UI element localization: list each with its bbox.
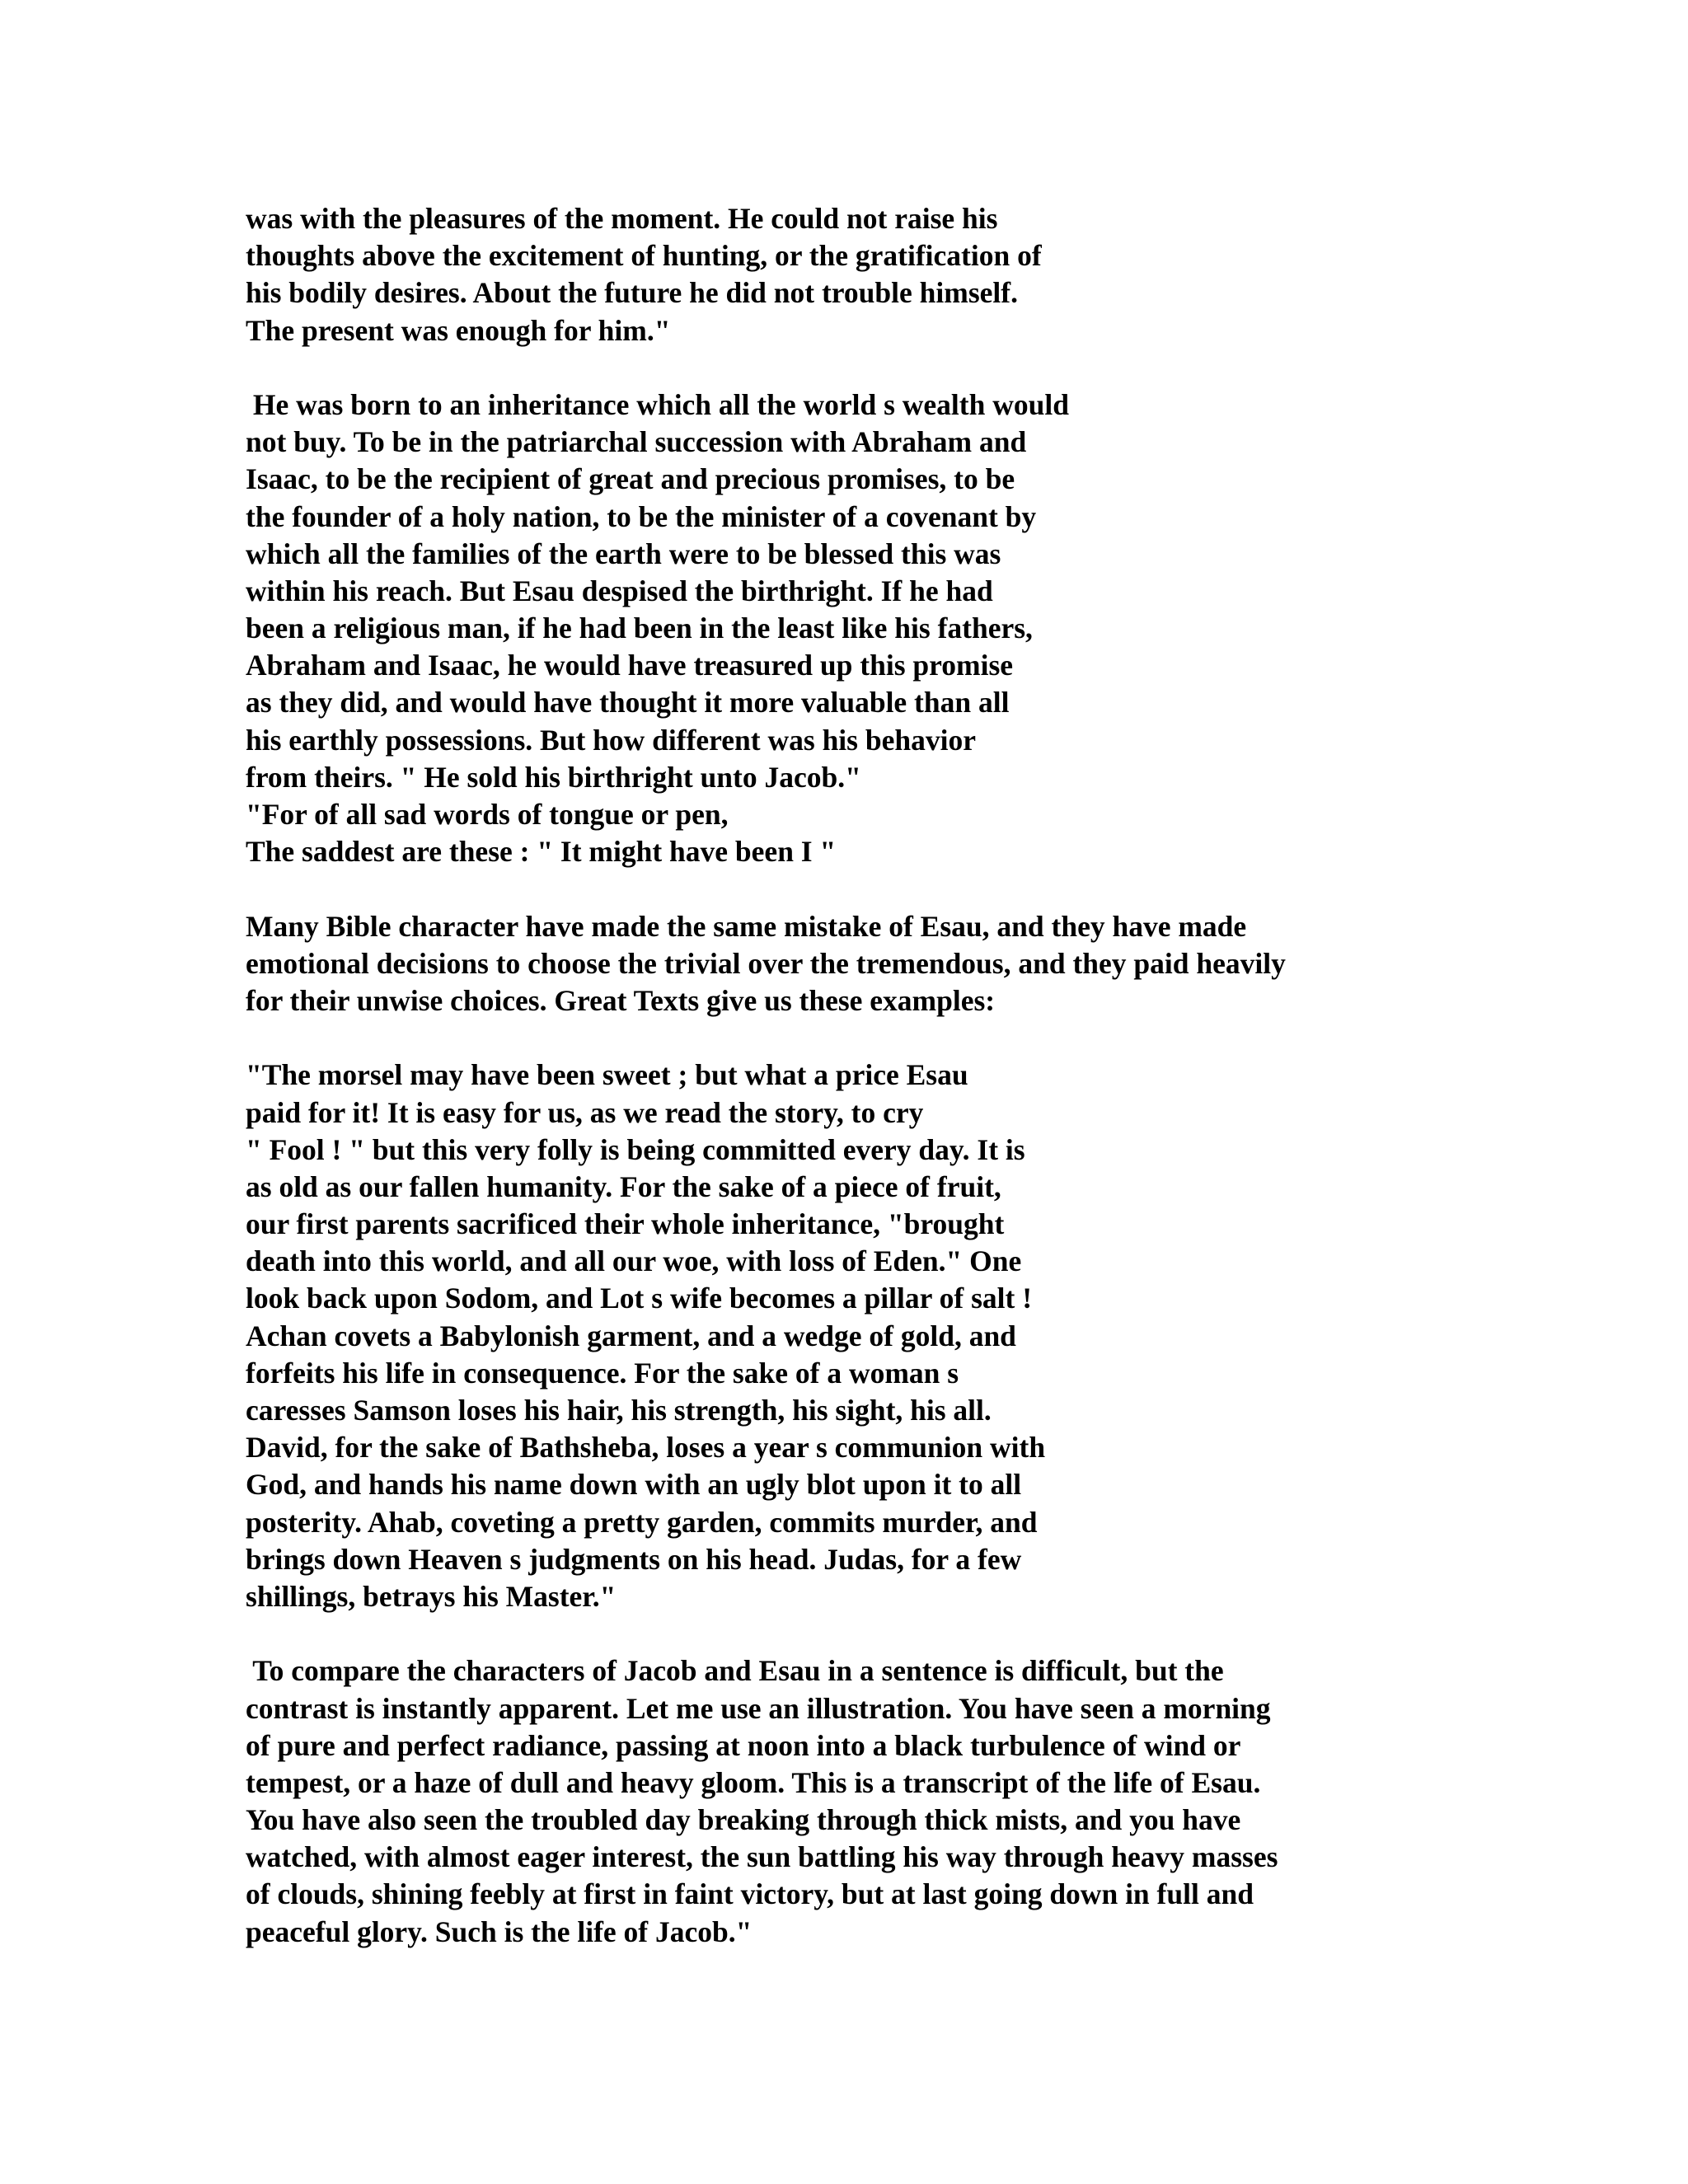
text-line: paid for it! It is easy for us, as we read the story, to cry: [246, 1095, 924, 1129]
text-line: David, for the sake of Bathsheba, loses a year s communion with: [246, 1431, 1046, 1465]
text-line: for their unwise choices. Great Texts give us these examples:: [246, 983, 996, 1017]
paragraph-gap: [246, 870, 1663, 907]
text-line: He was born to an inheritance which all the world s wealth would: [246, 387, 1069, 421]
text-line: forfeits his life in consequence. For the sake of a woman s: [246, 1356, 959, 1390]
text-line: Many Bible character have made the same mistake of Esau, and they have made: [246, 909, 1247, 943]
text-line: "For of all sad words of tongue or pen,: [246, 798, 729, 831]
text-line: emotional decisions to choose the trivial over the tremendous, and they paid heavily: [246, 946, 1286, 980]
text-line: look back upon Sodom, and Lot s wife becomes a pillar of salt !: [246, 1282, 1033, 1315]
text-line: Achan covets a Babylonish garment, and a wedge of gold, and: [246, 1319, 1016, 1352]
text-line: his bodily desires. About the future he did not trouble himself.: [246, 276, 1018, 310]
paragraph-esau-pleasures: [246, 200, 1663, 349]
text-line: which all the families of the earth were to be blessed this was: [246, 537, 1001, 570]
text-line: peaceful glory. Such is the life of Jacob.": [246, 1915, 753, 1948]
text-line: watched, with almost eager interest, the sun battling his way through heavy masses: [246, 1840, 1278, 1874]
text-line: Isaac, to be the recipient of great and precious promises, to be: [246, 462, 1015, 496]
paragraph-gap: [246, 349, 1663, 387]
text-line: contrast is instantly apparent. Let me use an illustration. You have seen a morning: [246, 1691, 1271, 1725]
paragraph-jacob-esau-compare: [246, 1652, 1663, 1951]
text-line: shillings, betrays his Master.": [246, 1579, 617, 1613]
paragraph-morsel-quote: [246, 1057, 1663, 1615]
text-line: our first parents sacrificed their whole inheritance, "brought: [246, 1207, 1005, 1241]
text-line: To compare the characters of Jacob and Esau in a sentence is difficult, but the: [246, 1654, 1224, 1688]
text-line: thoughts above the excitement of hunting, or the gratification of: [246, 239, 1042, 273]
text-line: brings down Heaven s judgments on his head. Judas, for a few: [246, 1542, 1022, 1576]
text-line: of pure and perfect radiance, passing at noon into a black turbulence of wind or: [246, 1728, 1241, 1762]
body-text: [246, 200, 1663, 1951]
text-line: "The morsel may have been sweet ; but what a price Esau: [246, 1058, 968, 1092]
text-line: You have also seen the troubled day breaking through thick mists, and you have: [246, 1803, 1241, 1837]
text-line: from theirs. " He sold his birthright unto Jacob.": [246, 760, 861, 794]
text-line: as old as our fallen humanity. For the sake of a piece of fruit,: [246, 1169, 1001, 1203]
text-line: The saddest are these : " It might have been I ": [246, 835, 837, 869]
text-line: of clouds, shining feebly at first in faint victory, but at last going down in full and: [246, 1877, 1254, 1911]
text-line: within his reach. But Esau despised the birthright. If he had: [246, 574, 993, 607]
text-line: The present was enough for him.": [246, 313, 671, 347]
paragraph-gap: [246, 1615, 1663, 1652]
text-line: caresses Samson loses his hair, his strength, his sight, his all.: [246, 1394, 992, 1427]
text-line: God, and hands his name down with an ugly blot upon it to all: [246, 1468, 1022, 1502]
paragraph-bible-characters: [246, 908, 1663, 1020]
text-line: the founder of a holy nation, to be the minister of a covenant by: [246, 499, 1037, 533]
text-line: tempest, or a haze of dull and heavy gloom. This is a transcript of the life of Esau.: [246, 1765, 1261, 1799]
text-line: " Fool ! " but this very folly is being committed every day. It is: [246, 1132, 1025, 1166]
text-line: posterity. Ahab, coveting a pretty garden, commits murder, and: [246, 1505, 1038, 1539]
text-line: was with the pleasures of the moment. He could not raise his: [246, 202, 998, 235]
text-line: death into this world, and all our woe, with loss of Eden." One: [246, 1244, 1022, 1278]
text-line: as they did, and would have thought it more valuable than all: [246, 686, 1010, 719]
text-line: his earthly possessions. But how different was his behavior: [246, 723, 976, 757]
paragraph-inheritance: [246, 387, 1663, 870]
text-line: Abraham and Isaac, he would have treasured up this promise: [246, 649, 1014, 682]
text-line: been a religious man, if he had been in the least like his fathers,: [246, 612, 1033, 645]
text-line: not buy. To be in the patriarchal succession with Abraham and: [246, 425, 1027, 459]
paragraph-gap: [246, 1019, 1663, 1057]
